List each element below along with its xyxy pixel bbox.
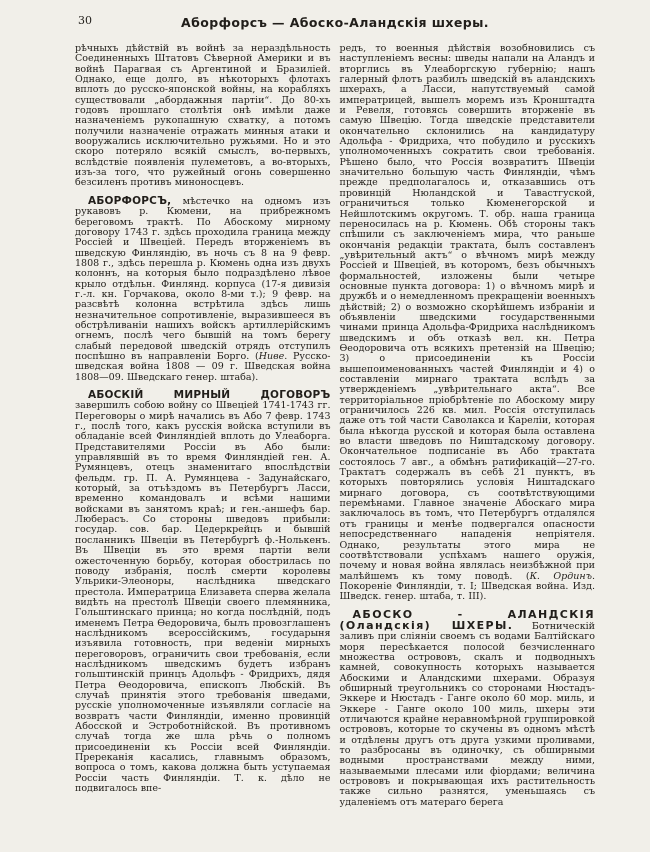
entry-heading: АБОСКІЙ МИРНЫЙ ДОГОВОРЪ — [88, 389, 331, 401]
running-title: Аборфорсъ — Абоско-Аландскія шхеры. — [181, 15, 489, 30]
entry-abosko-alandskie-shkhery — [339, 607, 596, 809]
page-header — [75, 0, 595, 38]
body-text: рѣчныхъ дѣйствій въ войнѣ за нераздѣльность Соединенныхъ Штатовъ Сѣверной Америки и въ войнѣ Парагвая съ Аргентиной и Бразиліей. Однако, еще долго, въ нѣкоторыхъ флотахъ вплоть до русско-японской войны, на корабляхъ существовали „абордажныя партіи“. До 80-хъ годовъ прошлаго столѣтія онѣ имѣли даже назначеніемъ рукопашную схватку, а потомъ получили назначеніе отражать минныя атаки и вооружались исключительно ружьями. Но и это скоро потеряло всякій смыслъ, во-первыхъ, вслѣдствіе появленія пулеметовъ, а во-вторыхъ, изъ-за того, что ружейный огонь совершенно безсиленъ противъ миноносцевъ. — [75, 43, 331, 189]
entry-aboskij-mirnyj-dogovor — [75, 390, 331, 794]
entry-aborfors — [75, 196, 331, 383]
citation-source: Ниве. — [258, 350, 288, 362]
body-text: Русско-шведская война 1808 — 09 г. Шведская война 1808—09. Шведскаго генер. штаба). — [75, 350, 331, 383]
body-text: завершилъ собою войну со Швеціей 1741-1743 гг. Переговоры о мирѣ начались въ Або 7 февр. 1743 г., послѣ того, какъ русскія войска вступили въ обладаніе всей Финляндіей вплоть до Улеаборга. Представителями Россіи въ Або были: управлявшій въ то время Финляндіей ген. А. Румянцевъ, отецъ знаменитаго впослѣдствіи фельдм. гр. П. А. Румянцева - Задунайскаго, который, за отъѣздомъ въ Петербургъ Ласси, временно командовалъ и всѣми нашими войсками въ занятомъ краѣ; и ген.-аншефъ бар. Люберасъ. Со стороны шведовъ прибыли: государ. сов. бар. Цедеркрейцъ и бывшій посланникъ Швеціи въ Петербургѣ ф.-Нолькенъ. Въ Швеціи въ это время партіи вели ожесточенную борьбу, которая обострилась по поводу избранія, послѣ смерти королевы Ульрики-Элеоноры, наслѣдника шведскаго престола. Императрица Елизавета сперва желала видѣть на престолѣ Швеціи своего племянника, Гольштинскаго принца; но когда послѣдній, подъ именемъ Петра Ѳедоровича, былъ провозглашенъ наслѣдникомъ всероссійскимъ, государыня изъявила готовность, при веденіи мирныхъ переговоровъ, ограничить свои требованія, если наслѣдникомъ шведскимъ будетъ избранъ гольштинскій принцъ Адольфъ - Фридрихъ, дядя Петра Ѳеодоровича, епископъ Любскій. Въ случаѣ принятія этого требованія шведами, русскіе уполномоченные изъявляли согласіе на возвратъ части Финляндіи, именно провинцій Абосской и Эстроботнійской. Въ противномъ случаѣ тогда же шла рѣчь о полномъ присоединеніи къ Россіи всей Финляндіи. Пререканія касались, главнымъ образомъ, вопроса о томъ, какова должна быть уступаемая Россіи часть Финляндіи. Т. к. дѣло не подвигалось впе- — [75, 400, 331, 795]
entry-heading: АБОСКО - АЛАНДСКІЯ (Оландскія) ШХЕРЫ. — [339, 607, 595, 632]
body-text: Ботническій заливъ при сліяніи своемъ съ водами Балтійскаго моря пересѣкается полосой безчисленнаго множества острововъ, скалъ и подводныхъ камней, совокупность которыхъ называется Абоскими и Аландскими шхерами. Образуя обширный треугольникъ со сторонами Нюстадъ-Эккере и Нюстадъ - Ганге около 60 мор. миль, и Эккере - Ганге около 100 миль, шхеры эти отличаются крайне неравномѣрной группировкой острововъ, которые то скучены въ одномъ мѣстѣ и отдѣлены другъ отъ друга узкими проливами, то разбросаны въ одиночку, съ обширными водными пространствами между ними, называемыми плесами или фіордами; величина острововъ и покрывающая ихъ растительность также сильно разнятся, уменьшаясь съ удаленіемъ отъ матераго берега — [339, 620, 596, 808]
continuation-paragraph — [340, 44, 596, 603]
right-column — [340, 44, 596, 808]
continuation-paragraph — [75, 44, 331, 189]
body-text: Покореніе Финляндіи, т. I; Шведская война. Изд. Шведск. генер. штаба, т. III). — [339, 580, 595, 603]
body-text: мѣстечко на одномъ изъ рукавовъ р. Кюмени, на прибрежномъ береговомъ трактѣ. По Абоскому мирному договору 1743 г. здѣсь проходила граница между Россіей и Швеціей. Передъ вторженіемъ въ шведскую Финляндію, въ ночь съ 8 на 9 февр. 1808 г., здѣсь перешла р. Кюмень одна изъ двухъ колоннъ, на которыя было подраздѣлено лѣвое крыло отдѣльн. Финлянд. корпуса (17-я дивизія г.-л. кн. Горчакова, около 8-ми т.); 9 февр. на разсвѣтѣ колонна встрѣтила здѣсь лишь незначительное сопротивленіе, выразившееся въ обстрѣливаніи нашихъ войскъ артиллерійскимъ огнемъ, послѣ чего бывшій на томъ берегу слабый передовой шведскій отрядъ отступилъ поспѣшно въ направленіи Борго. ( — [75, 195, 331, 362]
text-columns — [0, 38, 650, 808]
page-number: 30 — [78, 14, 92, 27]
citation-source: К. Ординъ. — [529, 570, 595, 582]
body-text: редъ, то военныя дѣйствія возобновились съ наступленіемъ весны: шведы напали на Аландъ и вторглись въ Улеаборгскую губернію; нашъ галерный флотъ разбилъ шведскій въ аландскихъ шхерахъ, а Ласси, напутствуемый самой императрицей, вышелъ моремъ изъ Кронштадта и Ревеля, готовясь совершить вторженіе въ самую Швецію. Тогда шведскіе представители окончательно склонились на кандидатуру Адольфа - Фридриха, что побудило и русскихъ уполномоченныхъ сократить свои требованія. Рѣшено было, что Россія возвратитъ Швеціи значительно большую часть Финляндіи, чѣмъ прежде предполагалось и, отказавшись отъ провинцій Нюландской и Тавастгуской, ограничиться только Кюменегорской и Нейшлотскимъ округомъ. Т. обр. наша граница переносилась на р. Кюмень. Обѣ стороны такъ спѣшили съ заключеніемъ мира, что раньше окончанія редакціи трактата, былъ составленъ „увѣрительный актъ“ о вѣчномъ мирѣ между Россіей и Швеціей, въ которомъ, безъ обычныхъ формальностей, изложены были четыре основные пункта договора: 1) о вѣчномъ мирѣ и дружбѣ и о немедленномъ прекращеніи военныхъ дѣйствій; 2) о возможно скорѣйшемъ избраніи и объявленіи шведскими государственными чинами принца Адольфа-Фридриха наслѣдникомъ шведскимъ и объ отказѣ вел. кн. Петра Ѳеодоровича отъ всякихъ претензій на Швецію; 3) о присоединеніи къ Россіи вышепоименованныхъ частей Финляндіи и 4) о составленіи мирнаго трактата вслѣдъ за утвержденіемъ „увѣрительнаго акта“. Все территоріальное пріобрѣтеніе по Абоскому миру ограничилось 226 кв. мил. Россія отступилась даже отъ той части Саволакса и Кареліи, которая была нѣкогда русской и которая была оставлена во власти шведовъ по Ништадскому договору. Окончательное подписаніе въ Або трактата состоялось 7 авг., а обмѣнъ ратификацій—27-го. Трактатъ содержалъ въ себѣ 21 пунктъ, въ которыхъ повторялись условія Ништадскаго мирнаго договора, съ соотвѣтствующими перемѣнами. Главное значеніе Абоскаго мира заключалось въ томъ, что Петербургъ отдалялся отъ границы и менѣе подвергался опасности непосредственнаго нападенія непріятеля. Однако, результаты этого мира не соотвѣтствовали успѣхамъ нашего оружія, почему и новая война являлась неизбѣжной при малѣйшемъ къ тому поводѣ. ( — [339, 43, 595, 582]
entry-heading: АБОРФОРСЪ, — [88, 194, 172, 207]
left-column — [75, 44, 331, 808]
